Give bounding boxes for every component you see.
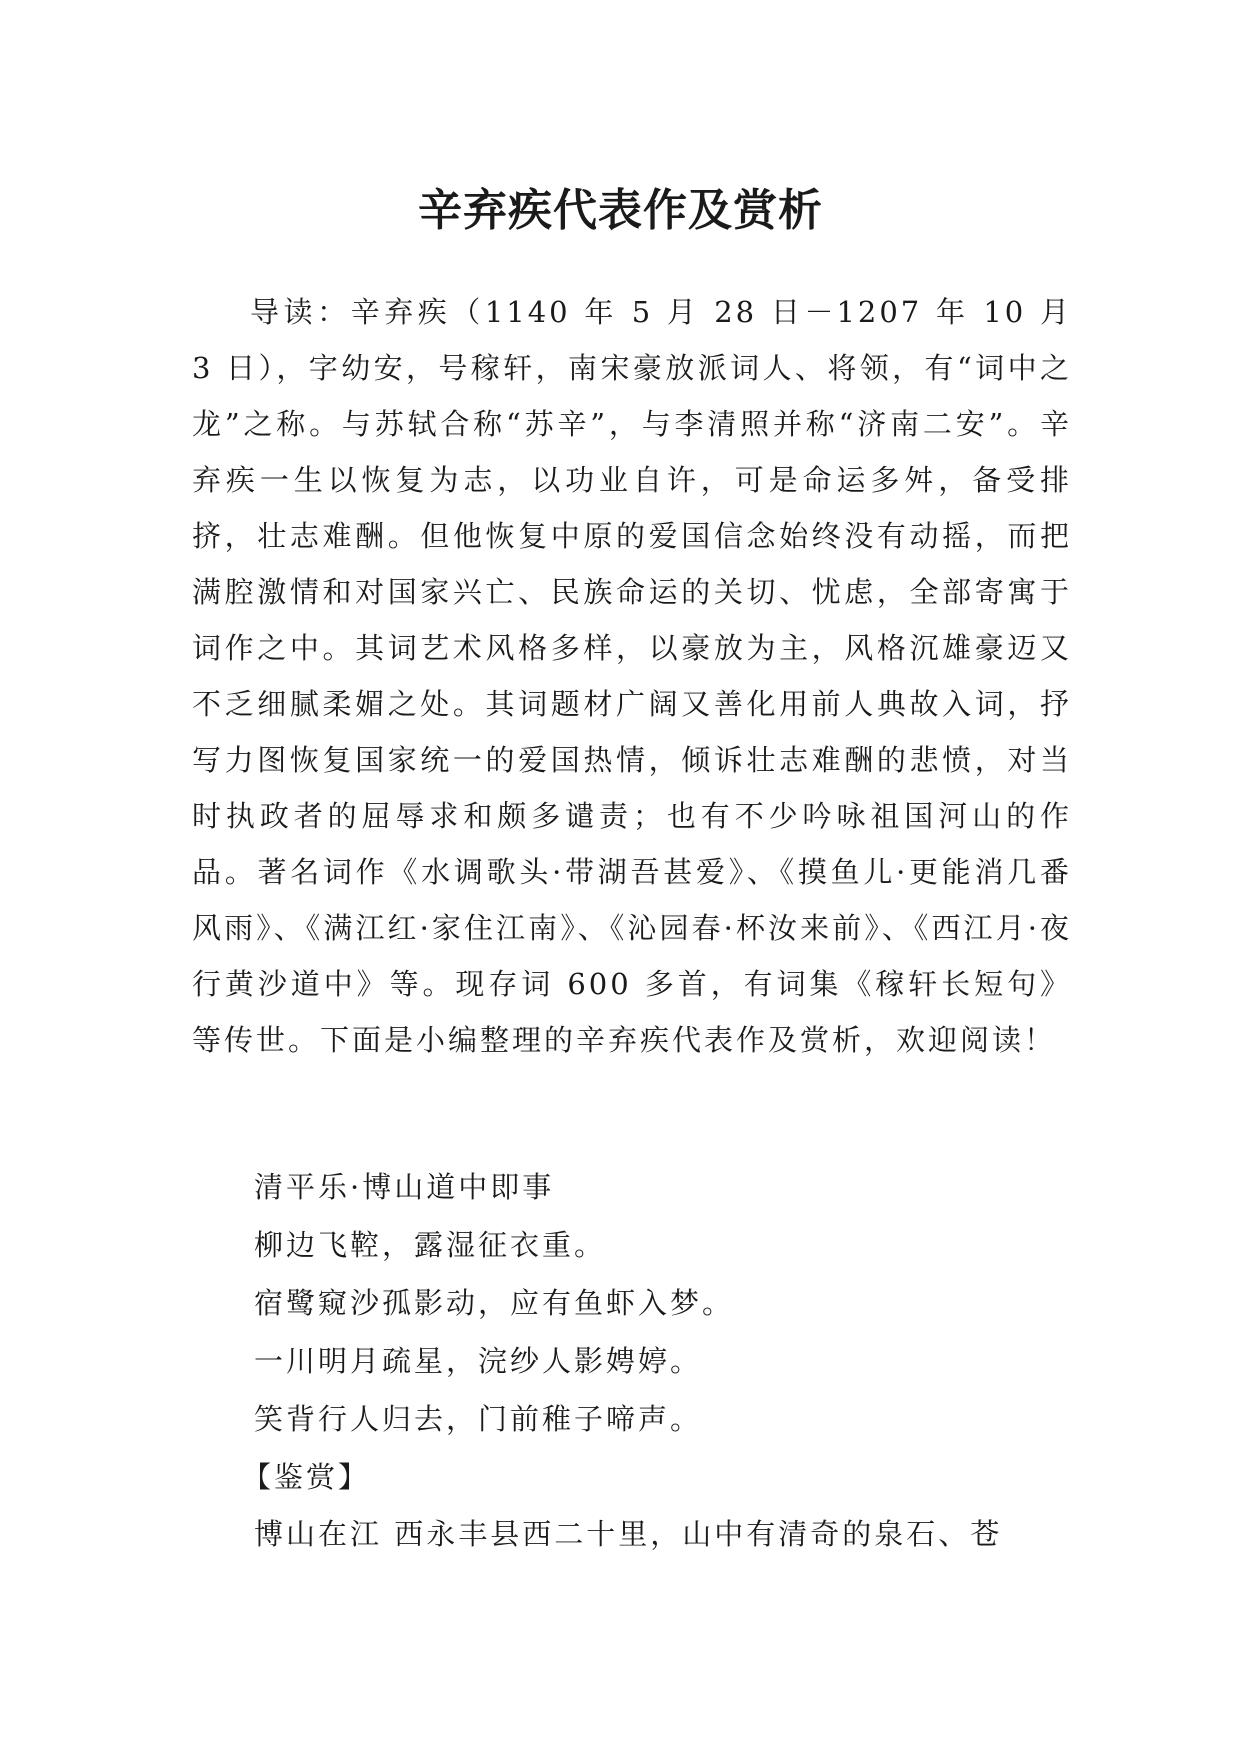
- poem-line: 柳边飞鞚，露湿征衣重。: [254, 1228, 607, 1262]
- page-title: 辛弃疾代表作及赏析: [418, 185, 823, 237]
- poem-line: 笑背行人归去，门前稚子啼声。: [254, 1402, 703, 1436]
- appreciation-paragraph: 博山在江 西永丰县西二十里，山中有清奇的泉石、苍: [254, 1517, 1003, 1551]
- appreciation-heading: 【鉴赏】: [242, 1460, 371, 1494]
- poem-title: 清平乐·博山道中即事: [254, 1170, 555, 1204]
- poem-line: 宿鹭窥沙孤影动，应有鱼虾入梦。: [254, 1286, 735, 1320]
- intro-paragraph: 导读：辛弃疾（1140 年 5 月 28 日－1207 年 10 月 3 日），字幼安，号稼轩，南宋豪放派词人、将领，有“词中之龙”之称。与苏轼合称“苏辛”，与李清照并称“济南二安”。辛弃疾一生以恢复为志，以功业自许，可是命运多舛，备受排挤，壮志难酬。但他恢复中原的爱国信念始终没有动摇，而把满腔激情和对国家兴亡、民族命运的关切、忧虑，全部寄寓于词作之中。其词艺术风格多样，以豪放为主，风格沉雄豪迈又不乏细腻柔媚之处。其词题材广阔又善化用前人典故入词，抒写力图恢复国家统一的爱国热情，倾诉壮志难酬的悲愤，对当时执政者的屈辱求和颇多谴责；也有不少吟咏祖国河山的作品。著名词作《水调歌头·带湖吾甚爱》、《摸鱼儿·更能消几番风雨》、《满江红·家住江南》、《沁园春·杯汝来前》、《西江月·夜行黄沙道中》等。现存词 600 多首，有词集《稼轩长短句》等传世。下面是小编整理的辛弃疾代表作及赏析，欢迎阅读！: [192, 295, 1072, 1057]
- poem-line: 一川明月疏星，浣纱人影娉婷。: [254, 1344, 703, 1378]
- poem-section: [242, 1158, 735, 1506]
